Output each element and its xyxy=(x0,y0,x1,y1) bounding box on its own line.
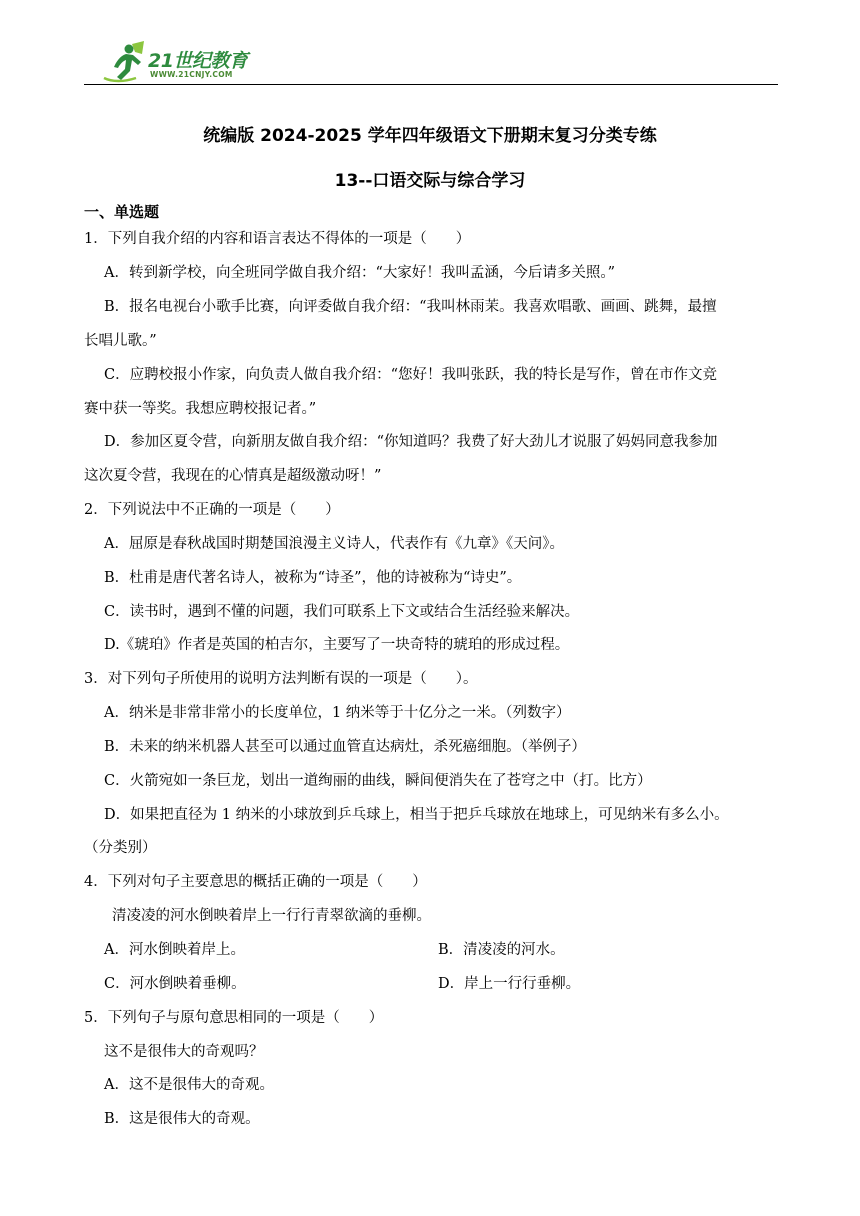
question-1-option-b: B．报名电视台小歌手比赛，向评委做自我介绍：“我叫林雨茉。我喜欢唱歌、画画、跳舞，最擅 xyxy=(104,299,717,315)
header-divider xyxy=(84,84,778,85)
question-4-sentence: 清凌凌的河水倒映着岸上一行行青翠欲滴的垂柳。 xyxy=(112,908,431,924)
section-heading: 一、单选题 xyxy=(84,203,160,221)
question-2-option-b: B．杜甫是唐代著名诗人，被称为“诗圣”，他的诗被称为“诗史”。 xyxy=(104,570,522,586)
question-3-option-d: D．如果把直径为 1 纳米的小球放到乒乓球上，相当于把乒乓球放在地球上，可见纳米有多么小。 xyxy=(104,807,729,823)
question-1-option-d: D．参加区夏令营，向新朋友做自我介绍：“你知道吗？我费了好大劲儿才说服了妈妈同意我参加 xyxy=(104,434,718,450)
question-1-option-c: C．应聘校报小作家，向负责人做自我介绍：“您好！我叫张跃，我的特长是写作，曾在市作文竞 xyxy=(104,367,718,383)
question-3-option-d-cont: （分类别） xyxy=(84,840,157,856)
question-1-option-b-cont: 长唱儿歌。” xyxy=(84,333,157,349)
question-4-option-b: B．清凌凌的河水。 xyxy=(438,942,565,958)
question-5-option-b: B．这是很伟大的奇观。 xyxy=(104,1111,260,1127)
question-4-option-a: A．河水倒映着岸上。 xyxy=(104,942,245,958)
question-5-sentence: 这不是很伟大的奇观吗？ xyxy=(104,1044,264,1060)
question-5-stem: 5．下列句子与原句意思相同的一项是（ ） xyxy=(84,1010,384,1026)
question-3-option-b: B．未来的纳米机器人甚至可以通过血管直达病灶，杀死癌细胞。（举例子） xyxy=(104,739,586,755)
question-2-stem: 2．下列说法中不正确的一项是（ ） xyxy=(84,502,340,518)
runner-logo-icon xyxy=(102,40,150,84)
question-5-option-a: A．这不是很伟大的奇观。 xyxy=(104,1077,274,1093)
question-2-option-d: D.《琥珀》作者是英国的柏吉尔，主要写了一块奇特的琥珀的形成过程。 xyxy=(104,637,570,653)
page-subtitle: 13--口语交际与综合学习 xyxy=(334,171,526,191)
page-header xyxy=(0,0,860,90)
logo-text: 21世纪教育 xyxy=(148,50,248,72)
logo xyxy=(102,40,277,84)
question-4-option-d: D．岸上一行行垂柳。 xyxy=(438,976,581,992)
question-3-option-a: A．纳米是非常非常小的长度单位，1 纳米等于十亿分之一米。（列数字） xyxy=(104,705,571,721)
page-title: 统编版 2024-2025 学年四年级语文下册期末复习分类专练 xyxy=(203,126,657,146)
question-1-option-c-cont: 赛中获一等奖。我想应聘校报记者。” xyxy=(84,401,317,417)
question-1-option-a: A．转到新学校，向全班同学做自我介绍：“大家好！我叫孟涵，今后请多关照。” xyxy=(104,265,616,281)
question-4-stem: 4．下列对句子主要意思的概括正确的一项是（ ） xyxy=(84,874,427,890)
question-2-option-c: C．读书时，遇到不懂的问题，我们可联系上下文或结合生活经验来解决。 xyxy=(104,604,580,620)
logo-url: WWW.21CNJY.COM xyxy=(150,70,233,79)
question-2-option-a: A．屈原是春秋战国时期楚国浪漫主义诗人，代表作有《九章》《天问》。 xyxy=(104,536,564,552)
question-3-option-c: C．火箭宛如一条巨龙，划出一道绚丽的曲线，瞬间便消失在了苍穹之中（打。比方） xyxy=(104,773,652,789)
question-4-option-c: C．河水倒映着垂柳。 xyxy=(104,976,246,992)
question-1-stem: 1．下列自我介绍的内容和语言表达不得体的一项是（ ） xyxy=(84,231,471,247)
question-1-option-d-cont: 这次夏令营，我现在的心情真是超级激动呀！” xyxy=(84,468,382,484)
question-3-stem: 3．对下列句子所使用的说明方法判断有误的一项是（ ）。 xyxy=(84,671,478,687)
